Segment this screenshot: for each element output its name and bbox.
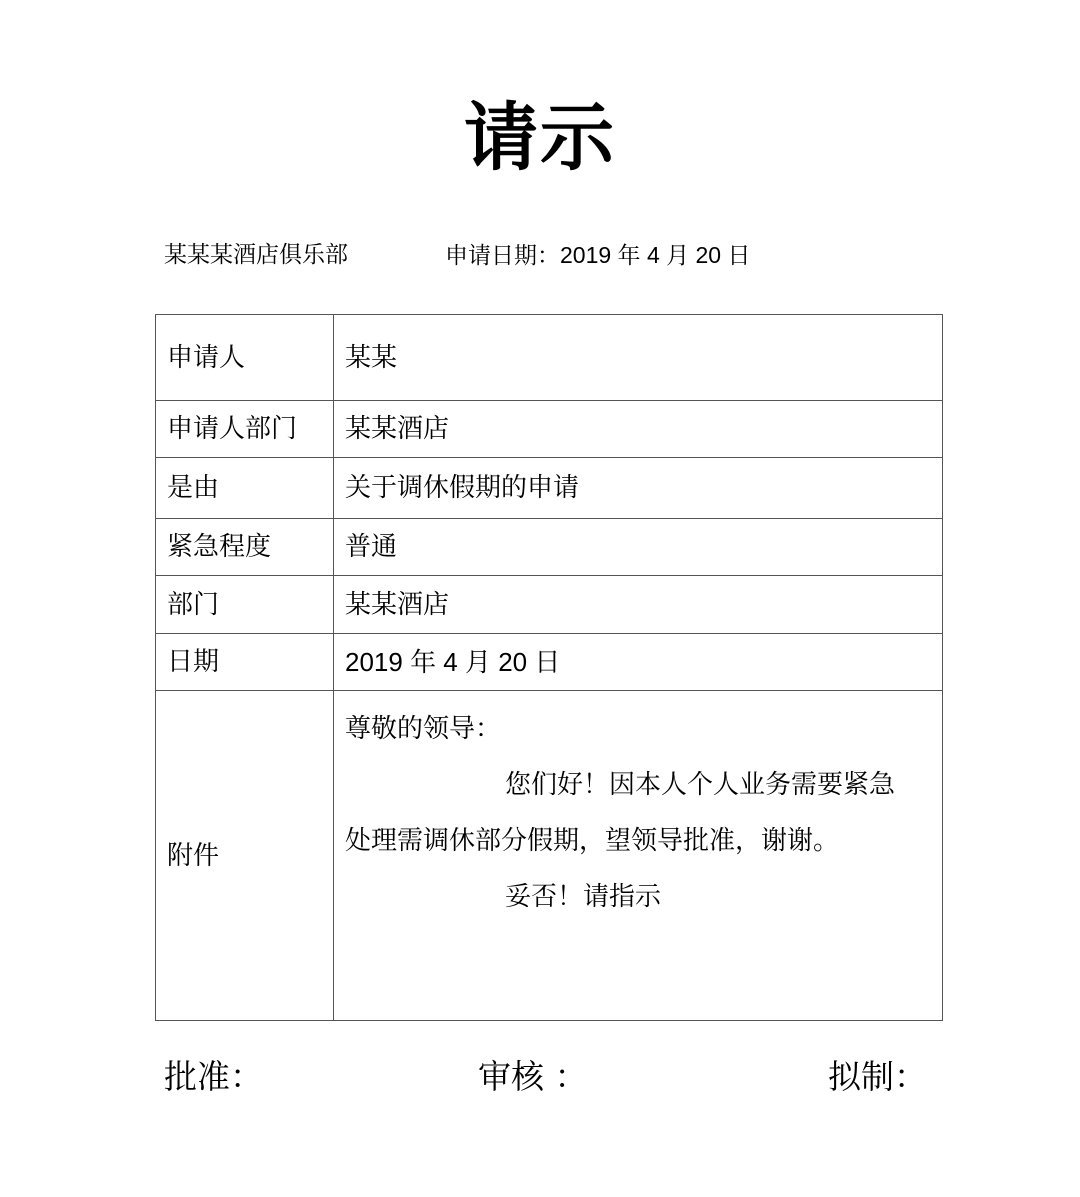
- table-row: [156, 315, 943, 401]
- request-letter: [345, 701, 934, 925]
- table-row: [156, 458, 943, 519]
- table-row: [156, 519, 943, 576]
- reason-value: 关于调休假期的申请: [334, 458, 943, 519]
- request-form-table: [155, 314, 943, 1021]
- apply-date-label: 申请日期：: [445, 243, 560, 269]
- review-signoff: 审核 ：: [478, 1057, 588, 1096]
- table-row: [156, 576, 943, 634]
- organization-name: 某某某酒店俱乐部: [164, 242, 348, 268]
- applicant-dept-value: 某某酒店: [334, 401, 943, 458]
- table-row: [156, 691, 943, 1021]
- document-title: 请示: [464, 95, 616, 181]
- letter-salutation: 尊敬的领导：: [345, 714, 502, 744]
- urgency-label: 紧急程度: [156, 519, 334, 576]
- applicant-value: 某某: [334, 315, 943, 401]
- urgency-value: 普通: [334, 519, 943, 576]
- apply-date: [445, 238, 751, 273]
- letter-body-line-2: 处理需调休部分假期，望领导批准，谢谢。: [345, 826, 840, 856]
- attachment-label: 附件: [156, 691, 334, 1021]
- applicant-label: 申请人: [156, 315, 334, 401]
- applicant-dept-label: 申请人部门: [156, 401, 334, 458]
- letter-body-line-1: 您们好！因本人个人业务需要紧急: [505, 770, 896, 800]
- reason-label: 是由: [156, 458, 334, 519]
- draft-signoff: 拟制：: [828, 1057, 927, 1096]
- approve-signoff: 批准：: [164, 1057, 263, 1096]
- apply-date-value: 2019 年 4 月 20 日: [560, 242, 751, 268]
- table-row: [156, 634, 943, 691]
- dept-value: 某某酒店: [334, 576, 943, 634]
- letter-closing: 妥否！请指示: [505, 882, 662, 912]
- date-value: 2019 年 4 月 20 日: [334, 634, 943, 691]
- table-row: [156, 401, 943, 458]
- dept-label: 部门: [156, 576, 334, 634]
- attachment-content: [334, 691, 943, 1021]
- date-label: 日期: [156, 634, 334, 691]
